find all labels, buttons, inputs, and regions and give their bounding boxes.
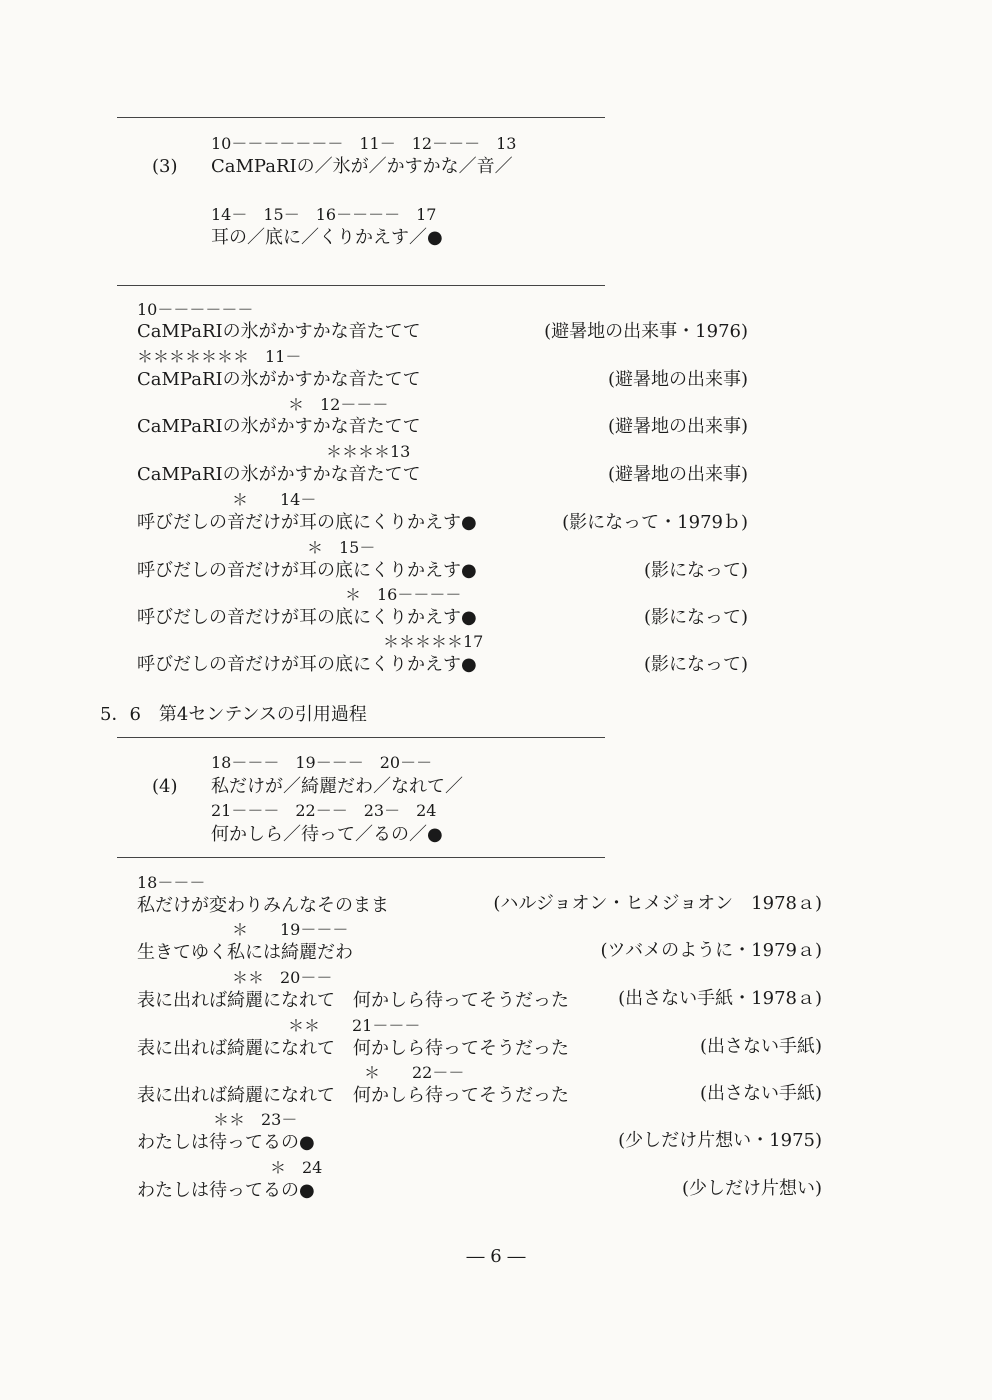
mark-row: ＊ 15－ [307,538,376,557]
mark-row: ＊＊＊＊＊17 [383,632,484,651]
quote-row: CaMPaRIの氷がかすかな音たてて [137,464,421,485]
quote-row: 生きてゆく私には綺麗だわ [137,942,353,963]
mark-row: ＊ 19－－－ [232,920,349,939]
mark-row: ＊＊ 20－－ [232,968,333,987]
quote-row: わたしは待ってるの● [137,1132,315,1153]
mark-row: ＊ 24 [270,1158,323,1177]
section-heading: 5．6 第4センテンスの引用過程 [100,704,367,725]
quote-row: CaMPaRIの氷がかすかな音たてて [137,416,421,437]
source-ref: (出さない手紙・1978ａ) [618,988,822,1009]
quote-row: 表に出れば綺麗になれて 何かしら待ってそうだった [137,990,569,1011]
ex3-numbers-1: 10－－－－－－－ 11－ 12－－－ 13 [211,134,517,153]
divider [117,857,605,858]
source-ref: (出さない手紙) [699,1036,822,1057]
mark-row: ＊ 22－－ [364,1063,465,1082]
source-ref: (影になって) [643,560,748,581]
quote-row: CaMPaRIの氷がかすかな音たてて [137,321,421,342]
divider [117,117,605,118]
quote-row: 表に出れば綺麗になれて 何かしら待ってそうだった [137,1085,569,1106]
divider [117,285,605,286]
ex4-numbers-1: 18－－－ 19－－－ 20－－ [211,753,433,772]
quote-row: わたしは待ってるの● [137,1180,315,1201]
source-ref: (影になって) [643,654,748,675]
ex4-numbers-2: 21－－－ 22－－ 23－ 24 [211,801,437,820]
ex4-label: (4) [152,776,178,797]
ex3-numbers-2: 14－ 15－ 16－－－－ 17 [211,205,437,224]
quote-row: CaMPaRIの氷がかすかな音たてて [137,369,421,390]
quote-row: 呼びだしの音だけが耳の底にくりかえす● [137,607,477,628]
ex3-label: (3) [152,156,178,177]
source-ref: (ツバメのように・1979ａ) [600,940,822,961]
source-ref: (避暑地の出来事) [607,416,748,437]
source-ref: (避暑地の出来事・1976) [544,321,748,342]
source-ref: (影になって) [643,607,748,628]
mark-row: ＊＊ 21－－－ [288,1016,421,1035]
mark-row: ＊ 16－－－－ [345,585,462,604]
mark-row: ＊ 14－ [232,490,317,509]
mark-row: ＊＊ 23－ [213,1110,298,1129]
mark-row: 18－－－ [137,873,206,892]
quote-row: 私だけが変わりみんなそのまま [137,895,389,916]
quote-row: 呼びだしの音だけが耳の底にくりかえす● [137,560,477,581]
source-ref: (少しだけ片想い) [681,1178,822,1199]
ex3-line-2: 耳の／底に／くりかえす／● [211,227,443,248]
source-ref: (避暑地の出来事) [607,369,748,390]
divider [117,737,605,738]
ex4-line-1: 私だけが／綺麗だわ／なれて／ [211,776,463,797]
source-ref: (少しだけ片想い・1975) [618,1130,822,1151]
source-ref: (出さない手紙) [699,1083,822,1104]
mark-row: ＊＊＊＊13 [326,442,411,461]
quote-row: 呼びだしの音だけが耳の底にくりかえす● [137,512,477,533]
source-ref: (影になって・1979ｂ) [562,512,748,533]
mark-row: ＊ 12－－－ [288,395,389,414]
quote-row: 呼びだしの音だけが耳の底にくりかえす● [137,654,477,675]
ex3-line-1: CaMPaRIの／氷が／かすかな／音／ [211,156,513,177]
source-ref: (ハルジョオン・ヒメジョオン 1978ａ) [493,893,822,914]
page-number: ― 6 ― [466,1246,526,1267]
mark-row: 10－－－－－－ [137,300,254,319]
source-ref: (避暑地の出来事) [607,464,748,485]
quote-row: 表に出れば綺麗になれて 何かしら待ってそうだった [137,1038,569,1059]
mark-row: ＊＊＊＊＊＊＊ 11－ [137,347,302,366]
ex4-line-2: 何かしら／待って／るの／● [211,824,443,845]
